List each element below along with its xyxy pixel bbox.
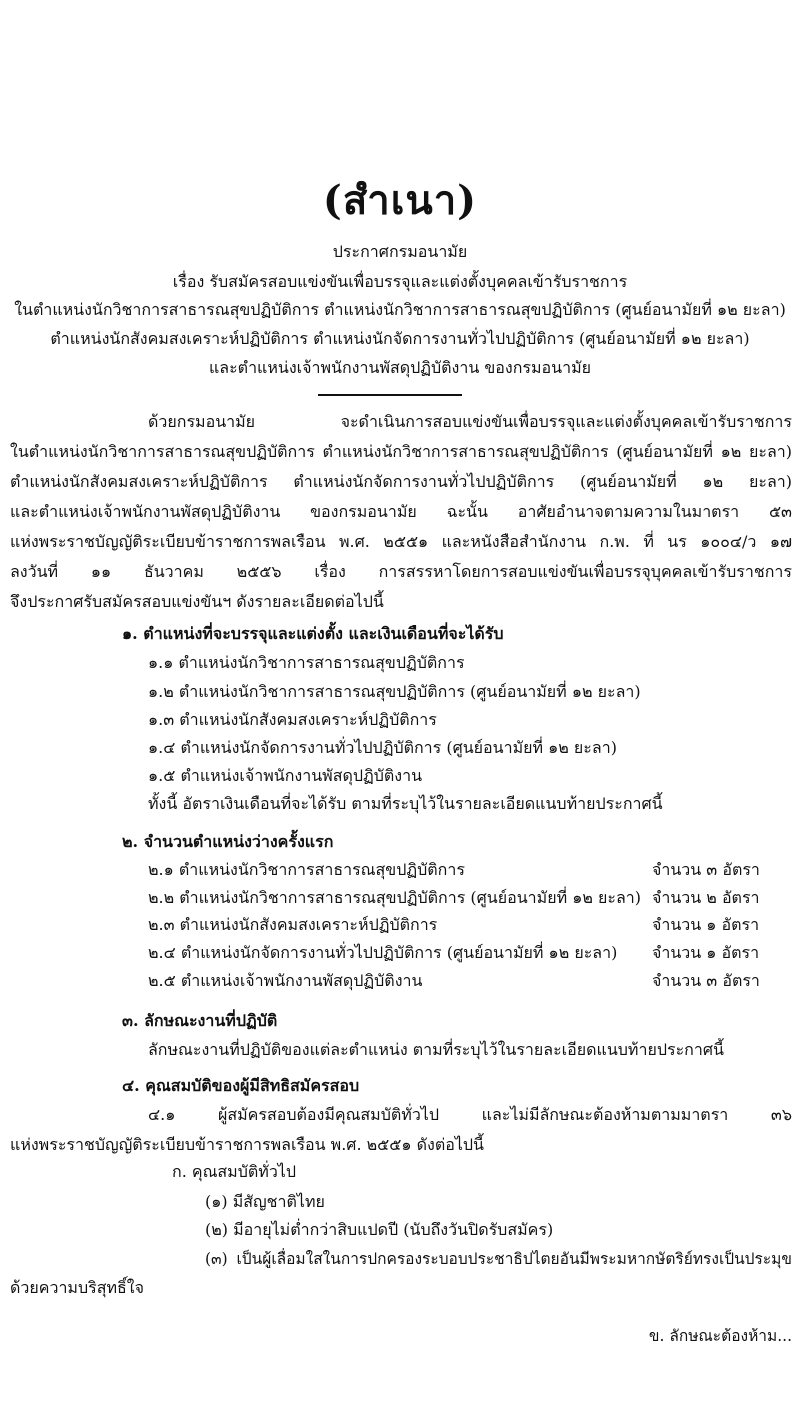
vacancy-position: ๒.๓ ตำแหน่งนักสังคมสงเคราะห์ปฏิบัติการ <box>148 915 438 934</box>
heading-divider <box>318 394 462 396</box>
copy-stamp: (สำเนา) <box>322 177 478 224</box>
position-item: ๑.๓ ตำแหน่งนักสังคมสงเคราะห์ปฏิบัติการ <box>148 710 437 729</box>
vacancy-count: จำนวน ๑ อัตรา <box>652 943 760 962</box>
heading-line: ตำแหน่งนักสังคมสงเคราะห์ปฏิบัติการ ตำแหน่งนักจัดการงานทั่วไปปฏิบัติการ (ศูนย์อนามัยที่ ๑๒ ยะลา) <box>50 329 750 348</box>
qualification-item: ด้วยความบริสุทธิ์ใจ <box>10 1278 144 1297</box>
section-title: ๓. ลักษณะงานที่ปฏิบัติ <box>122 1011 278 1030</box>
qualification-item: (๒) มีอายุไม่ต่ำกว่าสิบแปดปี (นับถึงวันปิดรับสมัคร) <box>205 1220 554 1239</box>
qualification-intro: แห่งพระราชบัญญัติระเบียบข้าราชการพลเรือน พ.ศ. ๒๕๕๑ ดังต่อไปนี้ <box>10 1135 484 1154</box>
heading-line: ประกาศกรมอนามัย <box>332 242 468 261</box>
page-continuation: ข. ลักษณะต้องห้าม... <box>648 1327 792 1345</box>
section-title: ๑. ตำแหน่งที่จะบรรจุและแต่งตั้ง และเงินเดือนที่จะได้รับ <box>122 624 504 643</box>
intro-line: แห่งพระราชบัญญัติระเบียบข้าราชการพลเรือน พ.ศ. ๒๕๕๑ และหนังสือสำนักงาน ก.พ. ที่ นร ๑๐๐๔/ว ๑๗ <box>10 532 792 551</box>
section-title: ๔. คุณสมบัติของผู้มีสิทธิสมัครสอบ <box>122 1076 360 1095</box>
qualification-item: (๑) มีสัญชาติไทย <box>205 1192 325 1211</box>
intro-line: จึงประกาศรับสมัครสอบแข่งขันฯ ดังรายละเอียดต่อไปนี้ <box>10 592 384 611</box>
heading-line: เรื่อง รับสมัครสอบแข่งขันเพื่อบรรจุและแต่งตั้งบุคคลเข้ารับราชการ <box>172 272 628 291</box>
section-title: ๒. จำนวนตำแหน่งว่างครั้งแรก <box>122 832 334 851</box>
qualification-intro: ๔.๑ ผู้สมัครสอบต้องมีคุณสมบัติทั่วไป และไม่มีลักษณะต้องห้ามตามมาตรา ๓๖ <box>148 1105 792 1124</box>
heading-line: และตำแหน่งเจ้าพนักงานพัสดุปฏิบัติงาน ของกรมอนามัย <box>208 358 592 377</box>
intro-line: ลงวันที่ ๑๑ ธันวาคม ๒๕๕๖ เรื่อง การสรรหาโดยการสอบแข่งขันเพื่อบรรจุบุคคลเข้ารับราชการ <box>10 562 792 581</box>
position-item: ๑.๑ ตำแหน่งนักวิชาการสาธารณสุขปฏิบัติการ <box>148 653 465 672</box>
vacancy-position: ๒.๑ ตำแหน่งนักวิชาการสาธารณสุขปฏิบัติการ <box>148 860 465 879</box>
salary-note: ทั้งนี้ อัตราเงินเดือนที่จะได้รับ ตามที่ระบุไว้ในรายละเอียดแนบท้ายประกาศนี้ <box>148 794 663 813</box>
vacancy-position: ๒.๕ ตำแหน่งเจ้าพนักงานพัสดุปฏิบัติงาน <box>148 971 423 990</box>
intro-line: ในตำแหน่งนักวิชาการสาธารณสุขปฏิบัติการ ตำแหน่งนักวิชาการสาธารณสุขปฏิบัติการ (ศูนย์อนามัยที่ ๑๒ ยะลา) <box>10 442 792 461</box>
heading-line: ในตำแหน่งนักวิชาการสาธารณสุขปฏิบัติการ ตำแหน่งนักวิชาการสาธารณสุขปฏิบัติการ (ศูนย์อนามัยที่ ๑๒ ยะลา) <box>14 300 786 319</box>
intro-line: ตำแหน่งนักสังคมสงเคราะห์ปฏิบัติการ ตำแหน่งนักจัดการงานทั่วไปปฏิบัติการ (ศูนย์อนามัยที่ ๑๒ ยะลา) <box>10 472 792 491</box>
vacancy-position: ๒.๔ ตำแหน่งนักจัดการงานทั่วไปปฏิบัติการ (ศูนย์อนามัยที่ ๑๒ ยะลา) <box>148 943 618 962</box>
vacancy-count: จำนวน ๓ อัตรา <box>652 860 760 879</box>
section-text: ลักษณะงานที่ปฏิบัติของแต่ละตำแหน่ง ตามที่ระบุไว้ในรายละเอียดแนบท้ายประกาศนี้ <box>148 1040 724 1059</box>
vacancy-count: จำนวน ๓ อัตรา <box>652 971 760 990</box>
vacancy-count: จำนวน ๒ อัตรา <box>652 888 760 907</box>
intro-line: และตำแหน่งเจ้าพนักงานพัสดุปฏิบัติงาน ของกรมอนามัย ฉะนั้น อาศัยอำนาจตามความในมาตรา ๕๓ <box>10 502 792 521</box>
qualification-subheading: ก. คุณสมบัติทั่วไป <box>172 1162 296 1181</box>
vacancy-position: ๒.๒ ตำแหน่งนักวิชาการสาธารณสุขปฏิบัติการ (ศูนย์อนามัยที่ ๑๒ ยะลา) <box>148 888 641 907</box>
position-item: ๑.๒ ตำแหน่งนักวิชาการสาธารณสุขปฏิบัติการ (ศูนย์อนามัยที่ ๑๒ ยะลา) <box>148 682 641 701</box>
position-item: ๑.๔ ตำแหน่งนักจัดการงานทั่วไปปฏิบัติการ (ศูนย์อนามัยที่ ๑๒ ยะลา) <box>148 738 617 757</box>
intro-line: ด้วยกรมอนามัย จะดำเนินการสอบแข่งขันเพื่อบรรจุและแต่งตั้งบุคคลเข้ารับราชการ <box>148 412 792 431</box>
position-item: ๑.๕ ตำแหน่งเจ้าพนักงานพัสดุปฏิบัติงาน <box>148 766 423 785</box>
vacancy-count: จำนวน ๑ อัตรา <box>652 915 760 934</box>
qualification-item: (๓) เป็นผู้เลื่อมใสในการปกครองระบอบประชาธิปไตยอันมีพระมหากษัตริย์ทรงเป็นประมุข <box>205 1250 792 1268</box>
